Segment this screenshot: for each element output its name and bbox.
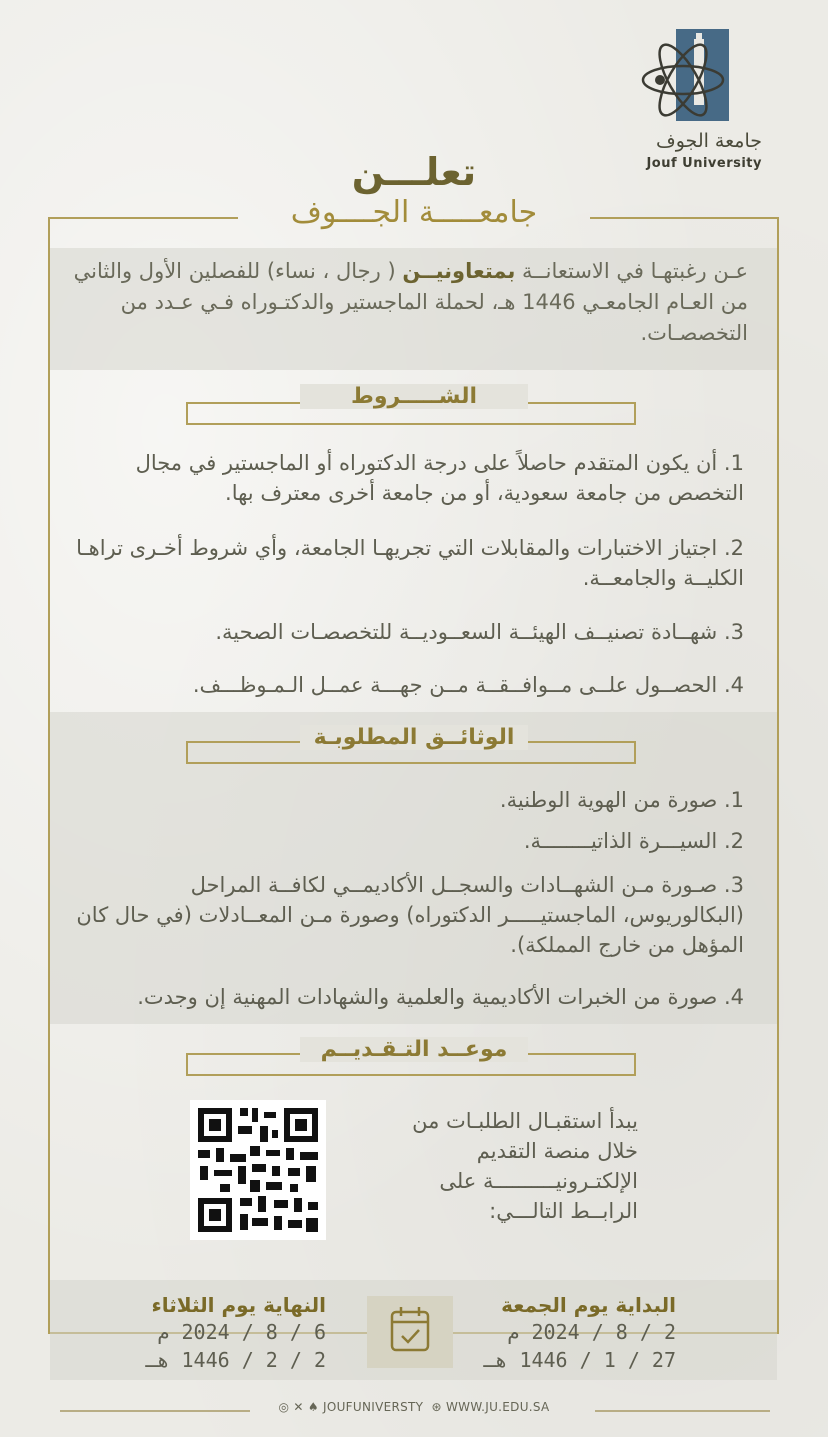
- document-item-4: 4. صورة من الخبرات الأكاديمية والعلمية والشهادات المهنية إن وجدت.: [137, 985, 744, 1009]
- x-icon[interactable]: ✕: [293, 1400, 304, 1414]
- document-item-2: 2. السيـــرة الذاتيــــــــة.: [523, 829, 744, 853]
- start-date-label: البداية يوم الجمعة: [501, 1293, 676, 1317]
- footer: [0, 1400, 828, 1414]
- calendar-box: [367, 1296, 453, 1368]
- intro-text-before: عـن رغبتهـا في الاستعانــة: [515, 259, 748, 283]
- university-name-en: Jouf University: [646, 156, 762, 171]
- document-item-1: 1. صورة من الهوية الوطنية.: [499, 788, 744, 812]
- end-date-hijri: 2 / 2 / 1446 هـ: [145, 1348, 326, 1372]
- condition-item-3: 3. شهــادة تصنيــف الهيئــة السعــوديــة للتخصصـات الصحية.: [215, 620, 744, 644]
- documents-title: الوثائــق المطلوبـة: [300, 725, 528, 750]
- end-date-gregorian: 6 / 8 / 2024 م: [157, 1320, 326, 1344]
- start-date-gregorian: 2 / 8 / 2024 م: [507, 1320, 676, 1344]
- frame-top-right-line: [590, 217, 779, 219]
- conditions-title: الشـــــروط: [300, 384, 528, 409]
- intro-paragraph: [70, 256, 748, 349]
- university-name-ar: جامعة الجوف: [656, 130, 762, 152]
- frame-top-left-line: [48, 217, 238, 219]
- snapchat-icon[interactable]: ♠: [307, 1400, 319, 1414]
- start-date-hijri: 27 / 1 / 1446 هـ: [483, 1348, 676, 1372]
- intro-highlight: بمتعاونيــن: [402, 259, 516, 283]
- intro-text-after: ( رجال ، نساء) للفصلين الأول والثاني من العـام الجامعـي 1446 هـ، لحملة الماجستير والدكتـوراه فـي عـدد من التخصصـات.: [73, 259, 748, 345]
- globe-icon: ⊛: [431, 1400, 442, 1414]
- condition-item-4: 4. الحصــول علــى مــوافــقــة مــن جهـــة عمــل الـمـوظـــف.: [192, 673, 744, 697]
- end-date-label: النهاية يوم الثلاثاء: [151, 1293, 326, 1317]
- instagram-icon[interactable]: ◎: [278, 1400, 290, 1414]
- atom-tower-logo-icon: [638, 40, 738, 120]
- document-item-3: 3. صـورة مـن الشهــادات والسجــل الأكاديمــي لكافــة المراحل (البكالوريوس، الماجستيـــــر الدكتوراه) وصورة مـن المعــادلات (في حال كان المؤهل من خارج المملكة).: [76, 873, 744, 957]
- qr-code-icon[interactable]: [190, 1100, 326, 1240]
- website-link[interactable]: WWW.JU.EDU.SA: [446, 1400, 550, 1414]
- condition-item-1: 1. أن يكون المتقدم حاصلاً على درجة الدكتوراه أو الماجستير في مجال التخصص من جامعة سعودية، أو من جامعة أخرى معترف بها.: [135, 451, 744, 505]
- calendar-check-icon: [367, 1296, 453, 1368]
- application-text: يبدأ استقبـال الطلبـات من خلال منصة التقديم الإلكتـرونيــــــــــة على الرابــط التالـــي:: [412, 1109, 638, 1223]
- application-title: موعــد التـقـديــم: [300, 1037, 528, 1062]
- announce-title: تعلـــن: [351, 150, 477, 194]
- condition-item-2: 2. اجتياز الاختبارات والمقابلات التي تجريهـا الجامعة، وأي شروط أخـرى تراهـا الكليــة والجامعــة.: [76, 536, 744, 590]
- social-handle[interactable]: JOUFUNIVERSTY: [323, 1400, 424, 1414]
- university-title: جامعـــــة الجــــوف: [290, 195, 538, 230]
